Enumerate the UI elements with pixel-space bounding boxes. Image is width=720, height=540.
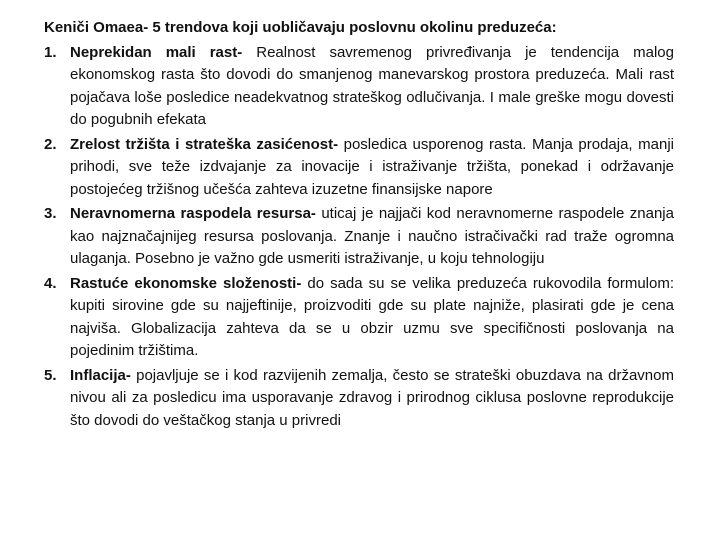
list-item	[44, 203, 674, 271]
list-item	[44, 134, 674, 202]
item-term: Neprekidan mali rast-	[70, 43, 243, 61]
item-number: 3.	[44, 205, 57, 222]
item-term: Rastuće ekonomske složenosti-	[70, 274, 302, 292]
slide-content	[44, 17, 674, 434]
item-text: do sada su se velika preduzeća rukovodila formulom: kupiti sirovine gde su najjeftinije, proizvoditi gde su plate najniže, plasirati gde je cena najviša. Globalizacija zahteva da se u obzir uzmu sve specifičnosti poslovanja na pojedinim tržištima.	[70, 274, 675, 359]
item-term: Neravnomerna raspodela resursa-	[70, 205, 316, 222]
item-number: 1.	[44, 43, 57, 61]
item-text: posledica usporenog rasta. Manja prodaja, manji prihodi, sve teže izdvajanje za inovacije i istraživanje tržišta, ponekad i održavanje postojećeg tržišnog učešća zahteva izuzetne finansijske napore	[70, 135, 674, 198]
trend-list	[44, 42, 674, 433]
item-text: pojavljuje se i kod razvijenih zemalja, često se strateški obuzdava na državnom nivou ali za posledicu ima usporavanje zdravog i prirodnog ciklusa poslovne reprodukcije što dovodi do veštačkog stanja u privredi	[70, 366, 674, 429]
slide-title: Keniči Omaea- 5 trendova koji uobličavaju poslovnu okolinu preduzeća:	[44, 19, 557, 36]
item-number: 4.	[44, 274, 57, 292]
item-text: Realnost savremenog privređivanja je tendencija malog ekonomskog rasta što dovodi do smanjenog manevarskog prostora preduzeća. Mali rast pojačava loše posledice neadekvatnog strateškog odlučivanja. I male greške mogu dovesti do pogubnih efekata	[70, 43, 674, 128]
list-item	[44, 273, 674, 363]
list-item	[44, 365, 674, 433]
item-number: 2.	[44, 135, 57, 153]
list-item	[44, 42, 674, 132]
item-number: 5.	[44, 366, 57, 384]
item-term: Inflacija-	[70, 366, 131, 384]
item-text: uticaj je najjači kod neravnomerne raspodele znanja kao najznačajnijeg resursa poslovanja. Znanje i naučno istračivački rad traže ogromna ulaganja. Posebno je važno gde usmeriti istraživanje, u koju tehnologiju	[70, 205, 674, 267]
item-term: Zrelost tržišta i strateška zasićenost-	[70, 135, 339, 153]
